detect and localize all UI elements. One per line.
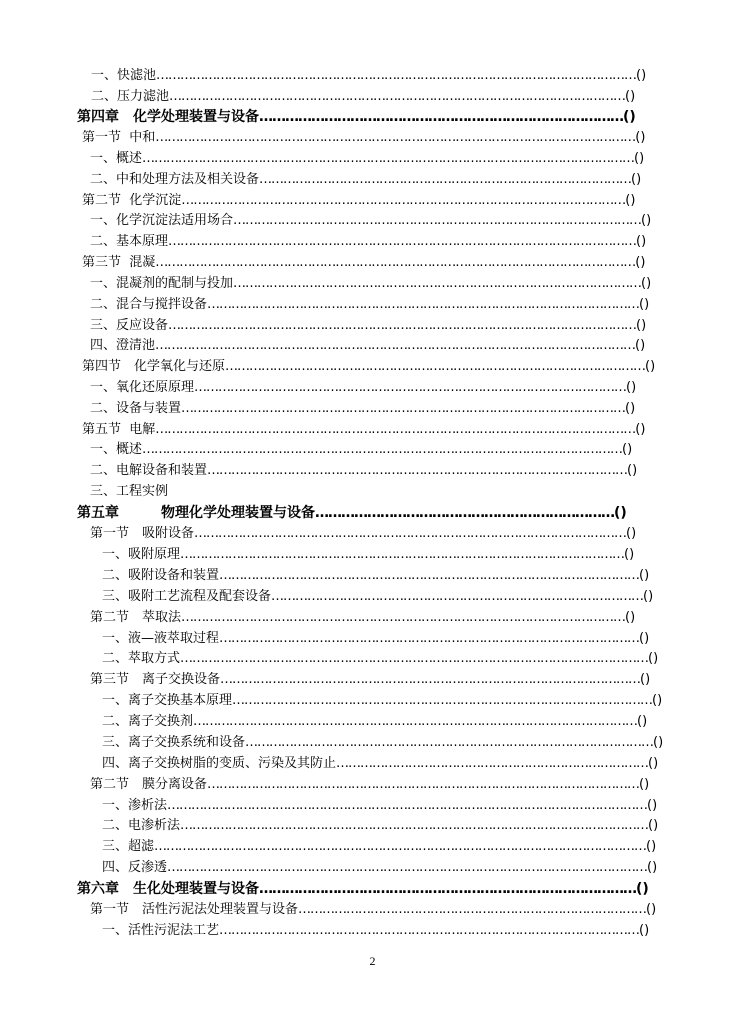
toc-page-ref: () xyxy=(636,68,647,83)
leader-dots: …………………………………………………………… xyxy=(315,505,614,521)
toc-entry-label: 四、反渗透 xyxy=(102,860,168,875)
toc-entry-41 xyxy=(102,921,649,941)
toc-page-ref: () xyxy=(648,756,659,771)
toc-entry-25 xyxy=(102,587,653,607)
leader-dots: ………………………………………………………………………………………………………… xyxy=(155,255,636,270)
toc-entry-label: 二、离子交换剂 xyxy=(102,714,194,729)
toc-entry-label: 第五节 电解 xyxy=(82,422,156,437)
toc-entry-27 xyxy=(102,629,649,649)
toc-page-ref: () xyxy=(636,881,649,897)
leader-dots: ………………………………………………………………………………………… xyxy=(245,735,654,750)
toc-entry-31 xyxy=(102,712,647,732)
page-number: 2 xyxy=(369,954,376,968)
toc-page-ref: () xyxy=(627,463,638,478)
toc-page-ref: () xyxy=(646,839,657,854)
toc-entry-label: 一、吸附原理 xyxy=(102,547,181,562)
toc-entry-label: 二、基本原理 xyxy=(90,234,169,249)
toc-entry-label: 第四节 化学氧化与还原 xyxy=(82,359,226,374)
toc-page-ref: () xyxy=(637,714,648,729)
toc-page-ref: () xyxy=(636,234,647,249)
toc-entry-label: 第四章 化学处理装置与设备 xyxy=(77,109,259,125)
toc-entry-label: 三、离子交换系统和设备 xyxy=(102,735,246,750)
toc-entry-label: 一、渗析法 xyxy=(102,798,168,813)
toc-entry-label: 二、吸附设备和装置 xyxy=(102,568,220,583)
toc-entry-label: 四、澄清池 xyxy=(90,338,156,353)
toc-page-ref: () xyxy=(634,151,645,166)
toc-entry-label: 一、离子交换基本原理 xyxy=(102,693,233,708)
toc-entry-28 xyxy=(102,649,658,669)
toc-entry-label: 第一节 活性污泥法处理装置与设备 xyxy=(90,902,299,917)
toc-page-ref: () xyxy=(640,672,651,687)
toc-entry-label: 二、电解设备和装置 xyxy=(90,463,208,478)
toc-entry-0 xyxy=(91,66,646,86)
toc-entry-23 xyxy=(102,545,634,565)
toc-page-ref: () xyxy=(639,631,650,646)
toc-entry-label: 二、压力滤池 xyxy=(91,89,170,104)
toc-entry-40 xyxy=(90,900,656,920)
toc-page-ref: () xyxy=(647,798,658,813)
toc-page-ref: () xyxy=(622,442,633,457)
toc-entry-16 xyxy=(90,399,635,419)
leader-dots: ……………………………………………………………………………………………………… xyxy=(180,651,649,666)
leader-dots: ……………………………………………………………………………………………… xyxy=(207,777,640,792)
toc-page-ref: () xyxy=(625,401,636,416)
leader-dots: ………………………………………………………………………………………………………… xyxy=(155,422,636,437)
toc-page-ref: () xyxy=(639,297,650,312)
toc-entry-14 xyxy=(82,357,655,377)
toc-entry-13 xyxy=(90,336,645,356)
toc-entry-36 xyxy=(102,816,658,836)
toc-entry-32 xyxy=(102,733,663,753)
toc-chapter-6 xyxy=(77,879,649,899)
leader-dots: …………………………………………………………………… xyxy=(336,756,649,771)
leader-dots: ………………………………………………………………………………………………………… xyxy=(142,442,623,457)
leader-dots: …………………………………………………………………………………………… xyxy=(225,359,646,374)
leader-dots: ………………………………………………………………………………………………………… xyxy=(156,68,637,83)
toc-entry-label: 四、离子交换树脂的变质、污染及其防止 xyxy=(102,756,337,771)
toc-page-ref: () xyxy=(635,255,646,270)
toc-entry-18 xyxy=(90,440,632,460)
toc-entry-5 xyxy=(90,170,641,190)
toc-page-ref: () xyxy=(614,505,627,521)
leader-dots: ……………………………………………………………………………………………… xyxy=(207,297,640,312)
toc-page-ref: () xyxy=(636,318,647,333)
toc-entry-10 xyxy=(90,274,651,294)
toc-entry-26 xyxy=(90,608,635,628)
leader-dots: ………………………………………………………………………………………………… xyxy=(181,193,626,208)
toc-entry-label: 一、化学沉淀法适用场合 xyxy=(90,213,234,228)
toc-page-ref: () xyxy=(648,651,659,666)
toc-entry-38 xyxy=(102,858,657,878)
toc-page-ref: () xyxy=(635,338,646,353)
toc-chapter-4 xyxy=(77,107,636,127)
toc-entry-label: 第五章 物理化学处理装置与设备 xyxy=(77,505,315,521)
toc-entry-6 xyxy=(82,191,635,211)
toc-entry-3 xyxy=(82,128,645,148)
leader-dots: ………………………………………………………………………………………………… xyxy=(193,714,638,729)
toc-entry-label: 第一节 吸附设备 xyxy=(90,526,195,541)
toc-entry-label: 第二节 膜分离设备 xyxy=(90,777,208,792)
toc-entry-label: 第三节 混凝 xyxy=(82,255,156,270)
toc-entry-37 xyxy=(102,837,656,857)
toc-page-ref: () xyxy=(635,130,646,145)
leader-dots: ………………………………………………………………………………… xyxy=(271,589,644,604)
toc-entry-label: 二、混合与搅拌设备 xyxy=(90,297,208,312)
leader-dots: ………………………………………………………………………………………………… xyxy=(180,547,625,562)
toc-entry-12 xyxy=(90,316,646,336)
toc-entry-label: 一、混凝剂的配制与投加 xyxy=(90,276,234,291)
toc-entry-label: 二、设备与装置 xyxy=(90,401,182,416)
toc-page-ref: () xyxy=(646,902,657,917)
leader-dots: ………………………………………………………………………………………………………… xyxy=(167,860,648,875)
leader-dots: …………………………………………………………………………………………… xyxy=(207,463,628,478)
toc-chapter-5 xyxy=(77,503,627,523)
toc-entry-29 xyxy=(90,670,650,690)
leader-dots: ………………………………………………………………………………………… xyxy=(233,213,642,228)
leader-dots: …………………………………………………………………………………………… xyxy=(219,631,640,646)
toc-page-ref: () xyxy=(623,109,636,125)
leader-dots: ……………………………………………………………………………………………………… xyxy=(168,318,637,333)
toc-entry-label: 一、概述 xyxy=(90,442,143,457)
toc-entry-label: 第一节 中和 xyxy=(82,130,156,145)
leader-dots: ………………………………………………………………………………………………… xyxy=(181,401,626,416)
toc-entry-label: 三、工程实例 xyxy=(90,484,169,499)
leader-dots: ………………………………………………………………………… xyxy=(259,109,623,125)
toc-entry-label: 三、超滤 xyxy=(102,839,155,854)
leader-dots: ………………………………………………………………………………………………………… xyxy=(167,798,648,813)
toc-page-ref: () xyxy=(624,547,635,562)
toc-entry-label: 一、活性污泥法工艺 xyxy=(102,923,220,938)
leader-dots: …………………………………………………………………………………………… xyxy=(232,693,653,708)
toc-entry-33 xyxy=(102,754,658,774)
leader-dots: ………………………………………………………………………………………… xyxy=(233,276,642,291)
leader-dots: ……………………………………………………………………………………………………… xyxy=(180,818,649,833)
toc-page-ref: () xyxy=(645,359,656,374)
toc-page-ref: () xyxy=(652,693,663,708)
toc-entry-label: 二、中和处理方法及相关设备 xyxy=(90,172,260,187)
leader-dots: ………………………………………………………………………………………………………… xyxy=(155,338,636,353)
leader-dots: …………………………………………………………………………………………………………… xyxy=(154,839,647,854)
leader-dots: …………………………………………………………………………………………… xyxy=(219,568,640,583)
toc-entry-label: 一、概述 xyxy=(90,151,143,166)
leader-dots: …………………………………………………………………………………………………… xyxy=(169,89,626,104)
toc-entry-label: 第三节 离子交换设备 xyxy=(90,672,221,687)
toc-entry-label: 二、萃取方式 xyxy=(102,651,181,666)
toc-entry-label: 第二节 萃取法 xyxy=(90,610,182,625)
toc-entry-19 xyxy=(90,461,637,481)
toc-page-ref: () xyxy=(635,422,646,437)
toc-page-ref: () xyxy=(625,610,636,625)
toc-entry-30 xyxy=(102,691,662,711)
toc-entry-label: 第六章 生化处理装置与设备 xyxy=(77,881,259,897)
toc-page-ref: () xyxy=(639,923,650,938)
toc-page-ref: () xyxy=(647,860,658,875)
toc-entry-8 xyxy=(90,232,646,252)
toc-entry-label: 三、反应设备 xyxy=(90,318,169,333)
toc-page-ref: () xyxy=(625,193,636,208)
toc-entry-17 xyxy=(82,420,645,440)
toc-entry-1 xyxy=(91,87,635,107)
leader-dots: …………………………………………………………………………… xyxy=(259,881,636,897)
leader-dots: …………………………………………………………………………………………………………… xyxy=(142,151,635,166)
toc-page-ref: () xyxy=(625,89,636,104)
toc-page-ref: () xyxy=(653,735,664,750)
toc-entry-label: 一、液—液萃取过程 xyxy=(102,631,220,646)
toc-entry-label: 一、氧化还原原理 xyxy=(90,380,195,395)
leader-dots: …………………………………………………………………………… xyxy=(298,902,647,917)
toc-entry-24 xyxy=(102,566,649,586)
leader-dots: ……………………………………………………………………………………………………… xyxy=(168,234,637,249)
leader-dots: ……………………………………………………………………………………………… xyxy=(194,380,627,395)
toc-entry-label: 一、快滤池 xyxy=(91,68,157,83)
toc-page-ref: () xyxy=(648,818,659,833)
leader-dots: …………………………………………………………………………………………… xyxy=(219,923,640,938)
toc-page-ref: () xyxy=(643,589,654,604)
leader-dots: ……………………………………………………………………………………………… xyxy=(194,526,627,541)
toc-entry-label: 第二节 化学沉淀 xyxy=(82,193,182,208)
toc-entry-20 xyxy=(90,482,168,502)
toc-page-ref: () xyxy=(626,526,637,541)
leader-dots: ………………………………………………………………………………………………… xyxy=(181,610,626,625)
toc-page-ref: () xyxy=(639,568,650,583)
toc-entry-15 xyxy=(90,378,636,398)
toc-entry-7 xyxy=(90,211,651,231)
leader-dots: ………………………………………………………………………………… xyxy=(259,172,632,187)
toc-entry-label: 二、电渗析法 xyxy=(102,818,181,833)
toc-page-ref: () xyxy=(641,213,652,228)
toc-entry-34 xyxy=(90,775,649,795)
toc-entry-label: 三、吸附工艺流程及配套设备 xyxy=(102,589,272,604)
toc-entry-11 xyxy=(90,295,649,315)
toc-page-ref: () xyxy=(639,777,650,792)
toc-entry-22 xyxy=(90,524,636,544)
toc-page-ref: () xyxy=(641,276,652,291)
leader-dots: …………………………………………………………………………………………… xyxy=(220,672,641,687)
toc-entry-35 xyxy=(102,796,657,816)
leader-dots: ………………………………………………………………………………………………………… xyxy=(155,130,636,145)
toc-entry-4 xyxy=(90,149,644,169)
toc-entry-9 xyxy=(82,253,645,273)
toc-page-ref: () xyxy=(626,380,637,395)
toc-page-ref: () xyxy=(631,172,642,187)
